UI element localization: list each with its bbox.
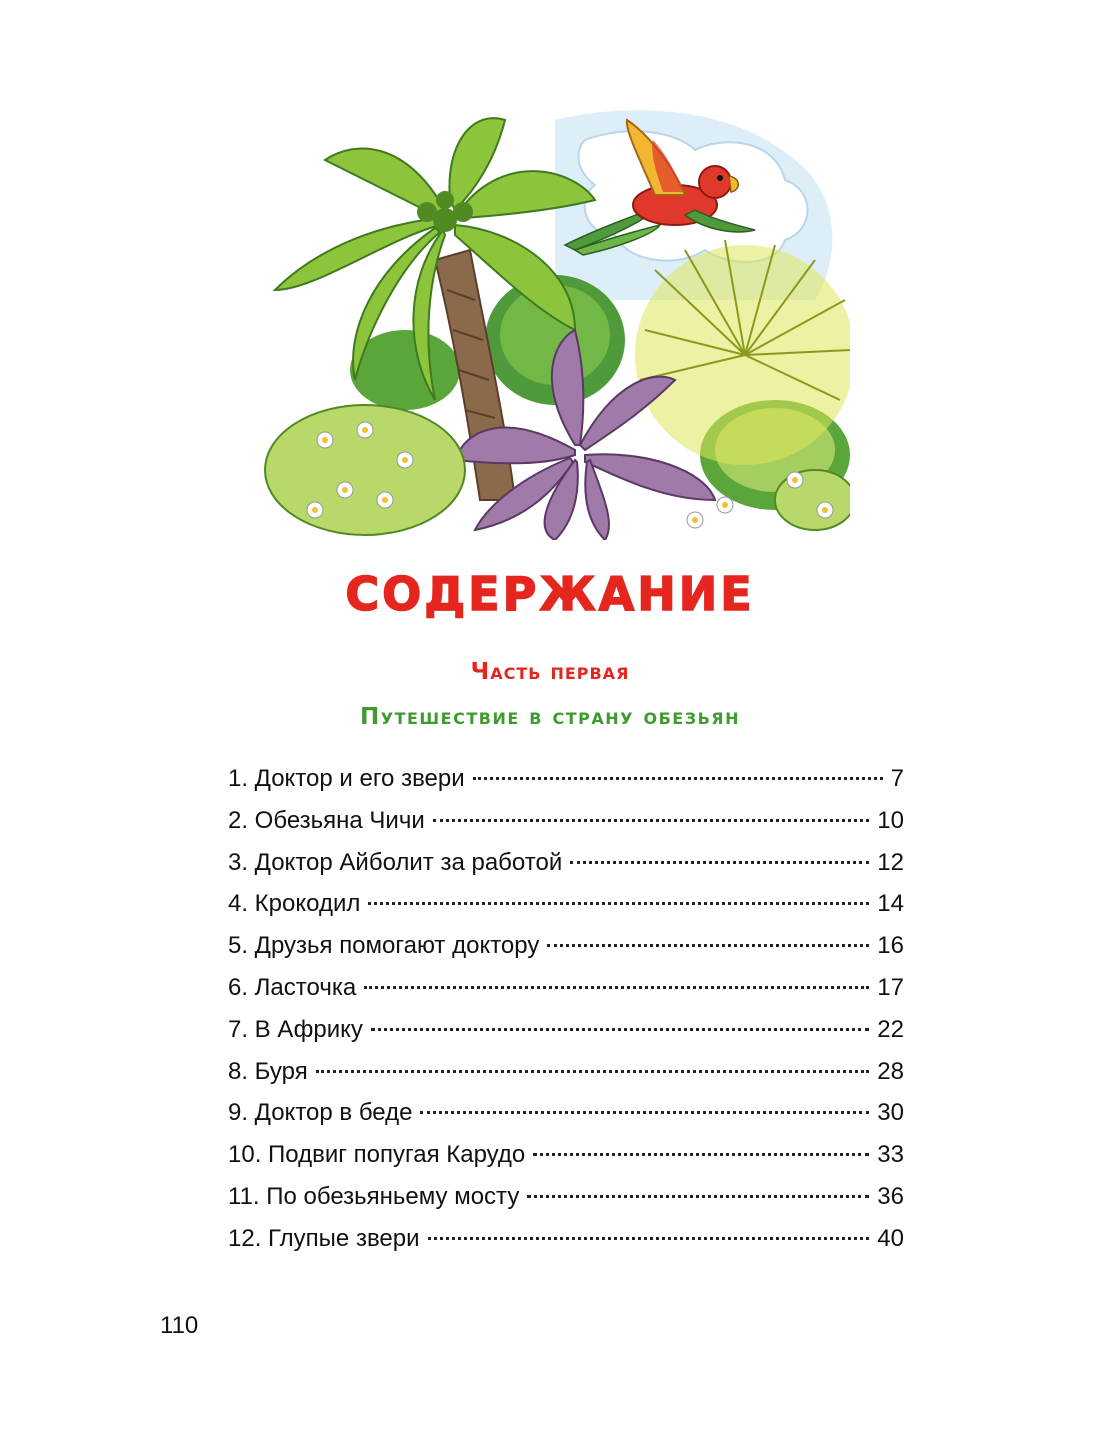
dot-leader	[547, 944, 869, 947]
toc-entry-page: 40	[877, 1224, 904, 1252]
dot-leader	[473, 777, 883, 780]
toc-entry	[228, 1176, 904, 1218]
dot-leader	[364, 986, 869, 989]
dot-leader	[371, 1028, 869, 1031]
toc-entry-page: 17	[877, 973, 904, 1001]
part-title: Путешествие в страну обезьян	[359, 704, 740, 730]
toc-entry-title: 11. По обезьяньему мосту	[228, 1182, 520, 1210]
jungle-illustration	[255, 100, 850, 540]
toc-entry-title: 8. Буря	[228, 1057, 308, 1085]
toc-entry	[228, 1009, 904, 1051]
toc-entry-page: 14	[877, 890, 904, 918]
toc-entry	[228, 1051, 904, 1093]
toc-entry-title: 2. Обезьяна Чичи	[228, 806, 425, 834]
toc-entry	[228, 1218, 904, 1260]
dot-leader	[316, 1070, 870, 1073]
toc-entry-page: 30	[877, 1099, 904, 1127]
toc-entry-page: 10	[877, 806, 904, 834]
toc-entry	[228, 1134, 904, 1176]
toc-entry-title: 10. Подвиг попугая Карудо	[228, 1141, 526, 1169]
jungle-palm-parrot-icon	[255, 100, 850, 540]
page-number: 110	[160, 1312, 199, 1339]
toc-entry-page: 28	[877, 1057, 904, 1085]
dot-leader	[433, 819, 870, 822]
table-of-contents	[228, 758, 904, 1260]
dot-leader	[570, 861, 869, 864]
dot-leader	[527, 1195, 869, 1198]
toc-entry-title: 4. Крокодил	[228, 890, 361, 918]
toc-entry	[228, 1092, 904, 1134]
toc-entry-title: 7. В Африку	[228, 1015, 363, 1043]
toc-entry-title: 3. Доктор Айболит за работой	[228, 848, 563, 876]
toc-entry	[228, 883, 904, 925]
page-title: СОДЕРЖАНИЕ	[345, 567, 755, 621]
dot-leader	[368, 902, 869, 905]
toc-entry	[228, 842, 904, 884]
toc-entry-title: 6. Ласточка	[228, 973, 357, 1001]
toc-entry-title: 5. Друзья помогают доктору	[228, 932, 540, 960]
toc-entry-page: 36	[877, 1182, 904, 1210]
dot-leader	[420, 1111, 869, 1114]
toc-entry-page: 33	[877, 1141, 904, 1169]
toc-entry-page: 22	[877, 1015, 904, 1043]
toc-entry	[228, 758, 904, 800]
toc-entry-page: 16	[877, 932, 904, 960]
toc-entry-title: 12. Глупые звери	[228, 1224, 420, 1252]
toc-entry	[228, 925, 904, 967]
toc-entry	[228, 800, 904, 842]
toc-entry-title: 1. Доктор и его звери	[228, 765, 465, 792]
dot-leader	[428, 1237, 870, 1240]
toc-entry	[228, 967, 904, 1009]
toc-entry-title: 9. Доктор в беде	[228, 1099, 413, 1127]
part-label: Часть первая	[470, 659, 630, 685]
dot-leader	[533, 1153, 869, 1156]
toc-entry-page: 12	[877, 848, 904, 876]
toc-entry-page: 7	[890, 765, 904, 792]
